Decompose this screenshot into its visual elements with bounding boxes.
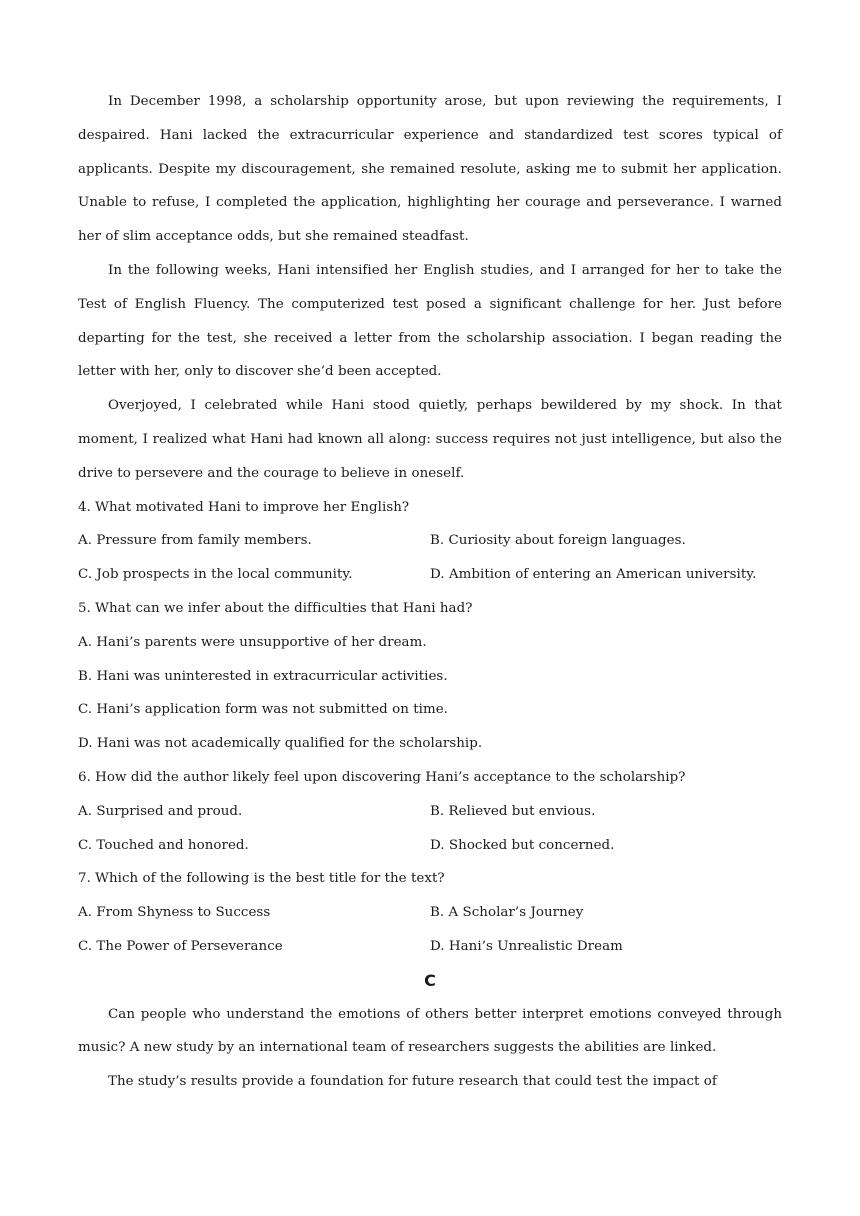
question-6-options-row-2 bbox=[78, 829, 782, 863]
question-4-option-d: D. Ambition of entering an American university. bbox=[430, 567, 757, 583]
question-6-option-b: B. Relieved but envious. bbox=[430, 803, 596, 819]
question-5-option-c: C. Hani’s application form was not submitted on time. bbox=[78, 702, 448, 718]
question-6-options-row-1 bbox=[78, 795, 782, 829]
question-6-stem: 6. How did the author likely feel upon discovering Hani’s acceptance to the scholarship? bbox=[78, 769, 686, 785]
passage-paragraph: The study’s results provide a foundation for future research that could test the impact of bbox=[108, 1074, 717, 1090]
question-4-options-row-2 bbox=[78, 558, 782, 592]
question-6-option-c: C. Touched and honored. bbox=[78, 837, 249, 853]
question-4-options-row-1 bbox=[78, 524, 782, 558]
question-4-stem: 4. What motivated Hani to improve her English? bbox=[78, 499, 410, 515]
question-4-option-c: C. Job prospects in the local community. bbox=[78, 567, 353, 583]
question-7-stem: 7. Which of the following is the best title for the text? bbox=[78, 871, 445, 887]
question-7-option-d: D. Hani’s Unrealistic Dream bbox=[430, 938, 623, 954]
question-5-stem: 5. What can we infer about the difficulties that Hani had? bbox=[78, 600, 473, 616]
passage-paragraph: In December 1998, a scholarship opportunity arose, but upon reviewing the requirements, I despaired. Hani lacked the extracurricular experience and standardized test scores typical of applicants. Despite my discouragement, she remained resolute, asking me to submit her application. Unable to refuse, I completed the application, highlighting her courage and perseverance. I warned her of slim acceptance odds, but she remained steadfast. bbox=[78, 94, 782, 245]
question-5-option-a: A. Hani’s parents were unsupportive of her dream. bbox=[78, 634, 427, 650]
passage-paragraph: Can people who understand the emotions of others better interpret emotions conveyed through music? A new study by an international team of researchers suggests the abilities are linked. bbox=[78, 1006, 782, 1056]
question-7-option-b: B. A Scholar’s Journey bbox=[430, 905, 584, 921]
section-heading-c: C bbox=[424, 970, 436, 990]
question-7-option-a: A. From Shyness to Success bbox=[78, 905, 271, 921]
question-5-option-d: D. Hani was not academically qualified for the scholarship. bbox=[78, 736, 483, 752]
question-4-option-a: A. Pressure from family members. bbox=[78, 533, 312, 549]
question-6-option-d: D. Shocked but concerned. bbox=[430, 837, 615, 853]
question-7-options-row-1 bbox=[78, 896, 782, 930]
passage-paragraph: In the following weeks, Hani intensified her English studies, and I arranged for her to take the Test of English Fluency. The computerized test posed a significant challenge for her. Just before departing for the test, she received a letter from the scholarship association. I began reading the letter with her, only to discover she’d been accepted. bbox=[78, 262, 782, 380]
question-7-option-c: C. The Power of Perseverance bbox=[78, 938, 283, 954]
question-6-option-a: A. Surprised and proud. bbox=[78, 803, 243, 819]
question-4-option-b: B. Curiosity about foreign languages. bbox=[430, 533, 686, 549]
question-7-options-row-2 bbox=[78, 930, 782, 964]
question-5-option-b: B. Hani was uninterested in extracurricular activities. bbox=[78, 668, 448, 684]
passage-paragraph: Overjoyed, I celebrated while Hani stood quietly, perhaps bewildered by my shock. In that moment, I realized what Hani had known all along: success requires not just intelligence, but also the drive to persevere and the courage to believe in oneself. bbox=[78, 398, 782, 481]
